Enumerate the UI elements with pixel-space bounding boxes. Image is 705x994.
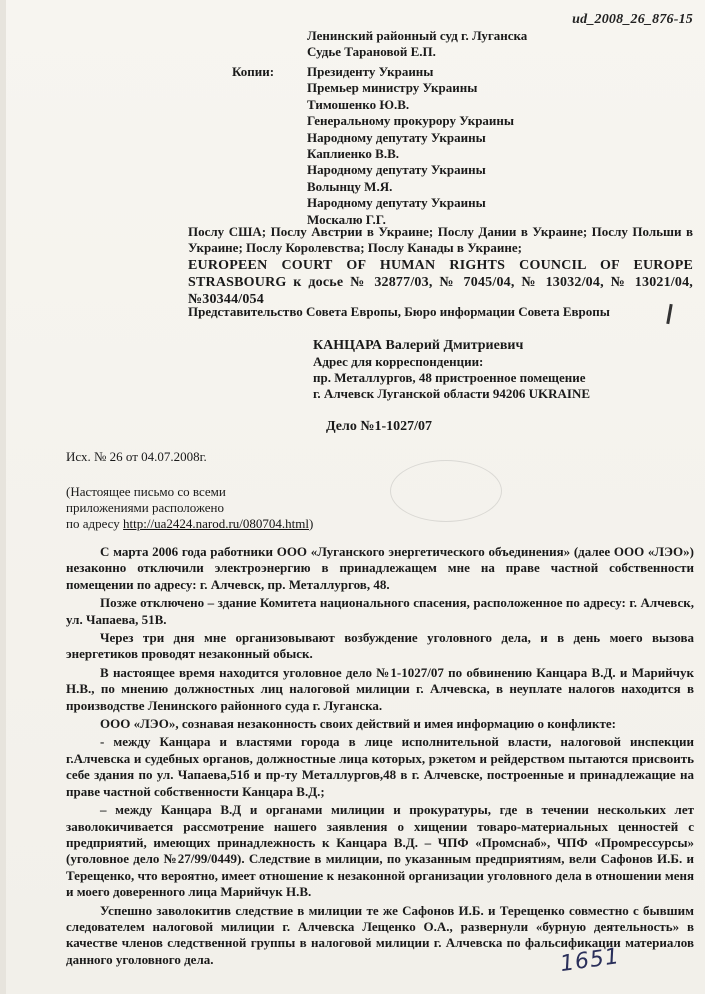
council-of-europe-recipient: Представительство Совета Европы, Бюро информации Совета Европы xyxy=(188,304,610,319)
sender-address xyxy=(313,354,698,402)
attachment-link[interactable]: http://ua2424.narod.ru/080704.html xyxy=(123,516,310,531)
document-id: ud_2008_26_876-15 xyxy=(572,12,693,27)
body-paragraph: Позже отключено – здание Комитета национального спасения, расположенное по адресу: г. Алчевск, ул. Чапаева, 51В. xyxy=(66,595,694,627)
sender-address-line1: пр. Металлургов, 48 пристроенное помещение xyxy=(313,370,586,385)
note-line1: (Настоящее письмо со всеми xyxy=(66,484,226,499)
sender-address-line2: г. Алчевск Луганской области 94206 UKRAINE xyxy=(313,386,591,401)
note-line3-suffix: ) xyxy=(309,516,314,531)
copy-recipient: Каплиенко В.В. xyxy=(307,146,400,162)
faint-stamp-shadow xyxy=(390,460,502,522)
copy-recipient: Москалю Г.Г. xyxy=(307,211,386,227)
case-number: Дело №1-1027/07 xyxy=(326,419,432,434)
body-paragraph: С марта 2006 года работники ООО «Луганского энергетического объединения» (далее ООО «ЛЭО») незаконно отключили электроэнергию в принадлежащем мне на праве частной собственности помещении по адресу: г. Алчевск, пр. Металлургов, 48. xyxy=(66,544,694,592)
copy-recipient: Волынцу М.Я. xyxy=(307,178,393,194)
copy-recipient: Народному депутату Украины xyxy=(307,195,486,211)
attachment-note xyxy=(66,484,366,532)
body-paragraph: В настоящее время находится уголовное дело №1-1027/07 по обвинению Канцара В.Д. и Марийчук Н.В., по мнению должностных лиц налоговой милиции г. Алчевска, в неуплате налогов находится в производстве Ленинского районного суда г. Луганска. xyxy=(66,664,694,713)
body-paragraph: Через три дня мне организовывают возбуждение уголовного дела, и в день моего вызова энергетиков проводят незаконный обыск. xyxy=(66,630,694,662)
body-paragraph: Успешно заволокитив следствие в милиции те же Сафонов И.Б. и Терещенко совместно с бывшим следователем налоговой милиции г. Алчевска Лещенко О.А., развернули «бурную деятельность» в качестве членов следственной группы в налоговой милиции г. Алчевска по фальсификации материалов данного уголовного дела. xyxy=(66,902,694,967)
note-line3-prefix: по адресу xyxy=(66,516,124,531)
addressee-judge: Судье Тарановой Е.П. xyxy=(307,44,436,59)
sender-address-label: Адрес для корреспонденции: xyxy=(313,354,484,369)
body-paragraph: ООО «ЛЭО», сознавая незаконность своих действий и имея информацию о конфликте: xyxy=(100,716,616,732)
letter-body xyxy=(66,544,694,970)
sender-name: КАНЦАРА Валерий Дмитриевич xyxy=(313,338,524,353)
body-paragraph: - между Канцара и властями города в лице исполнительной власти, налоговой инспекции г.Алчевска и судебных органов, должностные лица которых, рэкетом и рейдерством пытаются присвоить себе здания по ул. Чапаева,51б и пр-ту Металлургов,48 в г. Алчевске, построенные и принадлежащие на праве частной собственности Канцара В.Д.; xyxy=(66,734,694,799)
echr-recipient: EUROPEEN COURT OF HUMAN RIGHTS COUNCIL OF EUROPE STRASBOURG к досье № 32877/03, № 7045/04, № 13032/04, № 13021/04, №30344/054 xyxy=(188,258,693,307)
copy-recipient: Президенту Украины xyxy=(307,64,434,79)
addressee-court: Ленинский районный суд г. Луганска xyxy=(307,28,528,43)
copy-recipient: Премьер министру Украины xyxy=(307,80,478,96)
handwritten-page-number: 1651 xyxy=(558,943,622,978)
copies-label: Копии: xyxy=(232,64,275,79)
copy-recipient: Тимошенко Ю.В. xyxy=(307,96,410,112)
ambassadors-recipients: Послу США; Послу Австрии в Украине; Послу Дании в Украине; Послу Польши в Украине; Послу Королевства; Послу Канады в Украине; xyxy=(188,224,693,256)
copy-recipient: Народному депутату Украины xyxy=(307,129,486,145)
copy-recipient: Народному депутату Украины xyxy=(307,162,486,178)
copy-recipient: Генеральному прокурору Украины xyxy=(307,113,515,129)
note-line2: приложениями расположено xyxy=(66,500,225,515)
body-paragraph: – между Канцара В.Д и органами милиции и прокуратуры, где в течении нескольких лет заволокичивается рассмотрение нашего заявления о хищении товаро-материальных ценностей с предприятий, имеющих принадлежность к Канцара В.Д. – ЧПФ «Промснаб», ЧПФ «Промрессурсы» (уголовное дело №27/99/0449). Следствие в милиции, по указанным предприятиям, вели Сафонов И.Б. и Терещенко, что вероятно, имеет отношение к незаконной организации уголовного дела в отношении меня и моего доверенного лица Марийчук Н.В. xyxy=(66,802,694,900)
addressee-block xyxy=(307,28,697,60)
copies-list xyxy=(307,64,697,228)
scan-edge xyxy=(0,0,6,994)
outgoing-number: Исх. № 26 от 04.07.2008г. xyxy=(66,449,207,464)
